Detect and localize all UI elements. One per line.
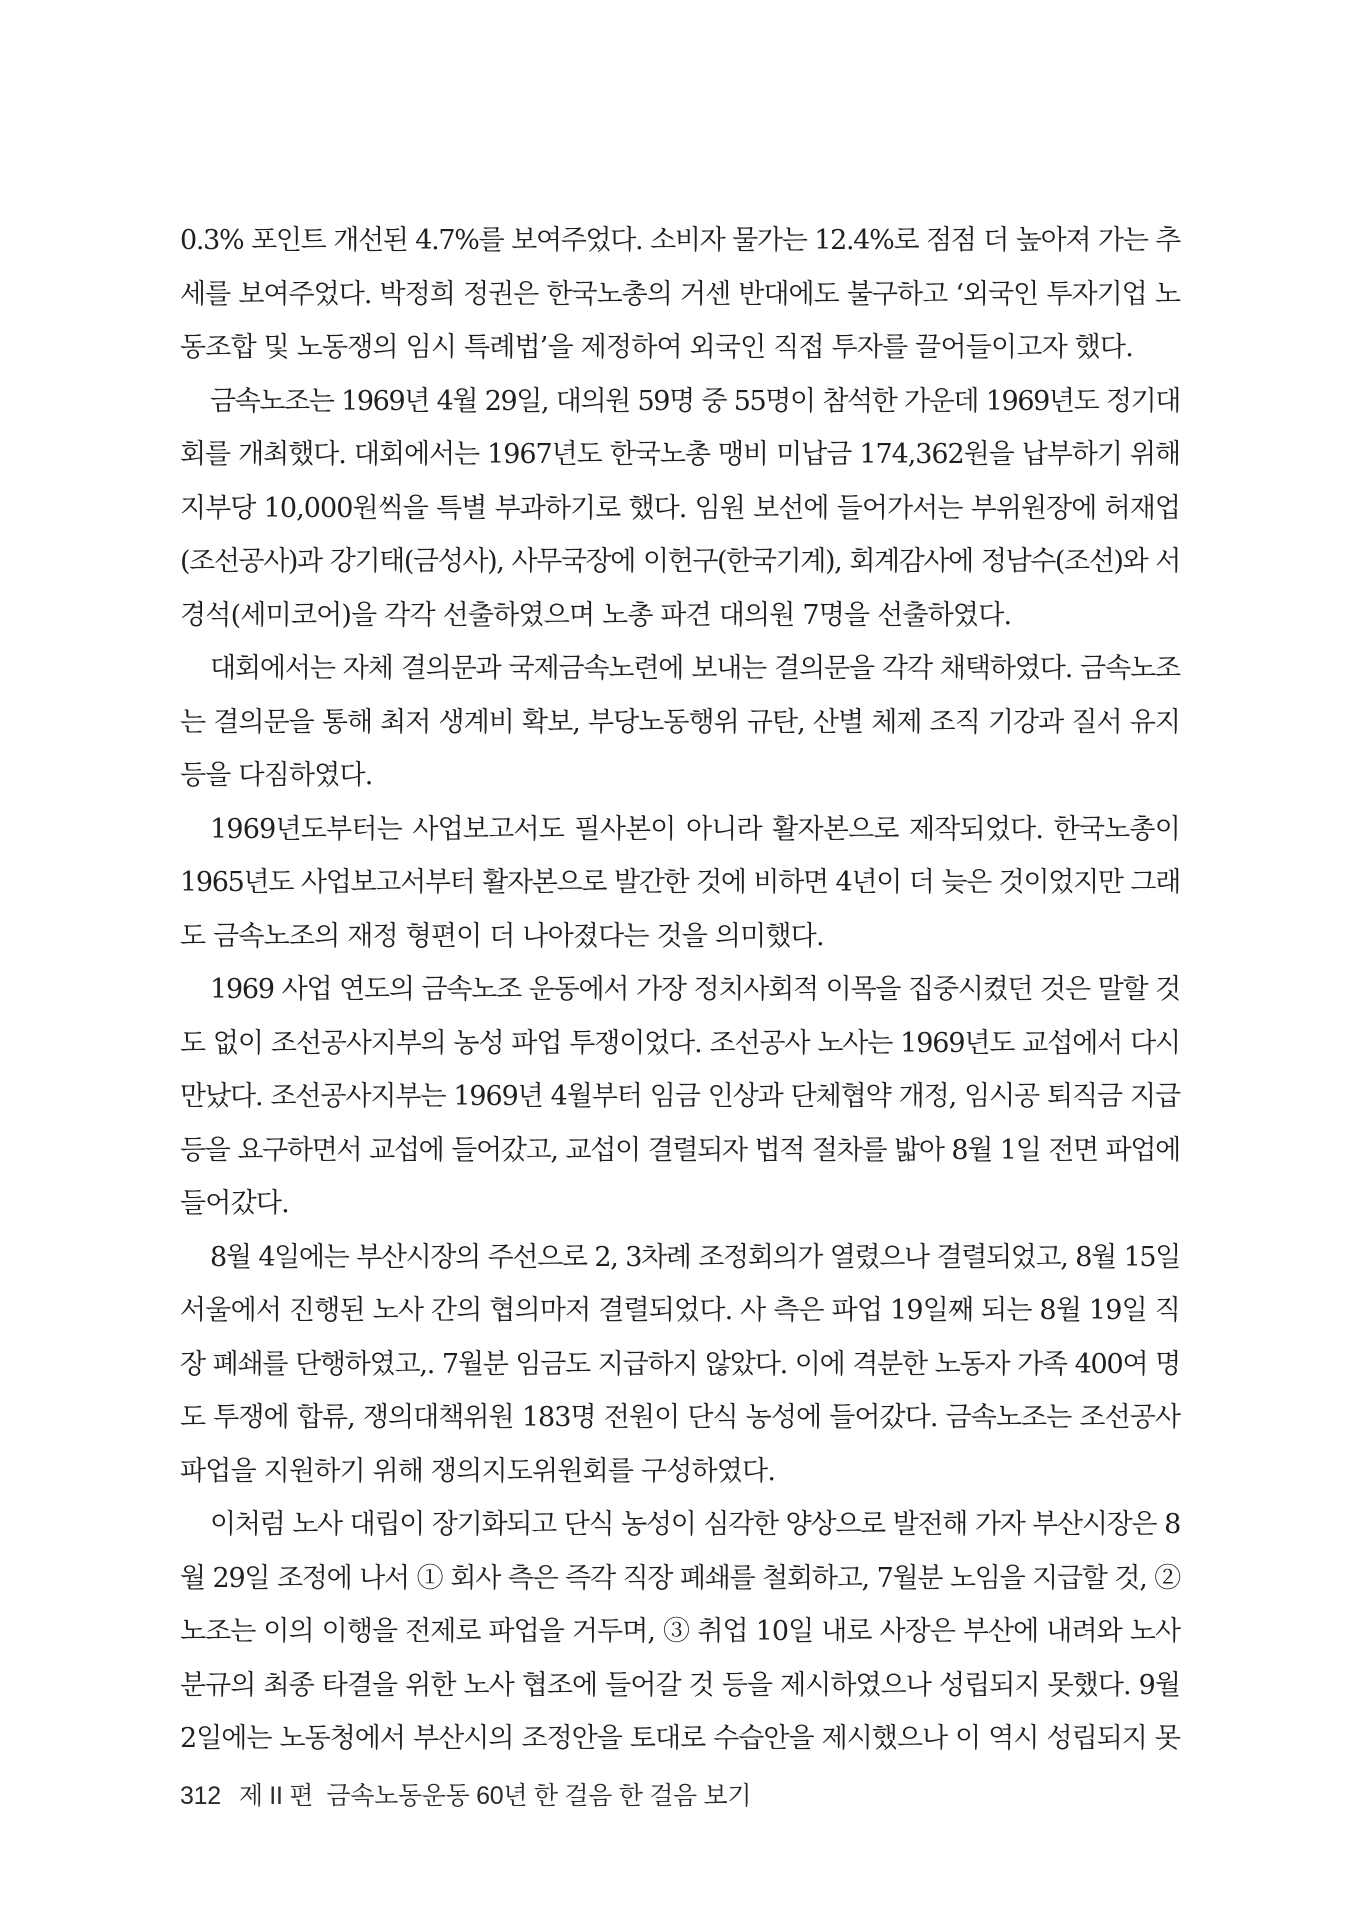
- text-line: 1969 사업 연도의 금속노조 운동에서 가장 정치사회적 이목을 집중시켰던 것은 말할 것: [210, 974, 1180, 1005]
- text-line: 도 금속노조의 재정 형편이 더 나아졌다는 것을 의미했다.: [180, 920, 824, 952]
- text-line: 만났다. 조선공사지부는 1969년 4월부터 임금 인상과 단체협약 개정, 임시공 퇴직금 지급: [180, 1081, 1180, 1112]
- text-line: 지부당 10,000원씩을 특별 부과하기로 했다. 임원 보선에 들어가서는 부위원장에 허재업: [180, 492, 1180, 524]
- body-text: [180, 214, 1180, 1766]
- text-line: 1969년도부터는 사업보고서도 필사본이 아니라 활자본으로 제작되었다. 한국노총이: [210, 813, 1180, 845]
- paragraph: [180, 214, 1180, 375]
- text-line: 0.3% 포인트 개선된 4.7%를 보여주었다. 소비자 물가는 12.4%로 점점 더 높아져 가는 추: [180, 225, 1180, 256]
- text-line: 도 투쟁에 합류, 쟁의대책위원 183명 전원이 단식 농성에 들어갔다. 금속노조는 조선공사: [180, 1402, 1180, 1433]
- text-line: 1965년도 사업보고서부터 활자본으로 발간한 것에 비하면 4년이 더 늦은 것이었지만 그래: [180, 867, 1180, 898]
- text-line: 월 29일 조정에 나서 ① 회사 측은 즉각 직장 폐쇄를 철회하고, 7월분 노임을 지급할 것, ②: [180, 1562, 1180, 1594]
- text-line: 분규의 최종 타결을 위한 노사 협조에 들어갈 것 등을 제시하였으나 성립되지 못했다. 9월: [180, 1669, 1180, 1701]
- text-line: (조선공사)과 강기태(금성사), 사무국장에 이헌구(한국기계), 회계감사에 정남수(조선)와 서: [180, 546, 1180, 577]
- part-label: 제 II 편: [238, 1782, 314, 1810]
- page-number: 312: [180, 1782, 221, 1810]
- text-line: 8월 4일에는 부산시장의 주선으로 2, 3차례 조정회의가 열렸으나 결렬되었고, 8월 15일: [210, 1241, 1180, 1273]
- book-title: 금속노동운동 60년 한 걸음 한 걸음 보기: [326, 1782, 752, 1810]
- text-line: 2일에는 노동청에서 부산시의 조정안을 토대로 수습안을 제시했으나 이 역시 성립되지 못: [180, 1723, 1180, 1754]
- text-line: 대회에서는 자체 결의문과 국제금속노련에 보내는 결의문을 각각 채택하였다. 금속노조: [210, 653, 1180, 684]
- text-line: 서울에서 진행된 노사 간의 협의마저 결렬되었다. 사 측은 파업 19일째 되는 8월 19일 직: [180, 1295, 1180, 1326]
- text-line: 이처럼 노사 대립이 장기화되고 단식 농성이 심각한 양상으로 발전해 가자 부산시장은 8: [210, 1509, 1180, 1540]
- text-line: 도 없이 조선공사지부의 농성 파업 투쟁이었다. 조선공사 노사는 1969년도 교섭에서 다시: [180, 1027, 1180, 1059]
- paragraph: [180, 375, 1180, 643]
- text-line: 동조합 및 노동쟁의 임시 특례법’을 제정하여 외국인 직접 투자를 끌어들이고자 했다.: [180, 332, 1133, 363]
- paragraph: [180, 803, 1180, 964]
- text-line: 노조는 이의 이행을 전제로 파업을 거두며, ③ 취업 10일 내로 사장은 부산에 내려와 노사: [180, 1616, 1180, 1647]
- text-line: 등을 요구하면서 교섭에 들어갔고, 교섭이 결렬되자 법적 절차를 밟아 8월 1일 전면 파업에: [180, 1134, 1180, 1166]
- paragraph: [180, 1231, 1180, 1499]
- text-line: 장 폐쇄를 단행하였고,. 7월분 임금도 지급하지 않았다. 이에 격분한 노동자 가족 400여 명: [180, 1348, 1180, 1380]
- page-footer: [180, 1776, 751, 1812]
- paragraph: [180, 1498, 1180, 1766]
- text-line: 세를 보여주었다. 박정희 정권은 한국노총의 거센 반대에도 불구하고 ‘외국인 투자기업 노: [180, 278, 1180, 310]
- text-line: 파업을 지원하기 위해 쟁의지도위원회를 구성하였다.: [180, 1455, 776, 1487]
- text-line: 등을 다짐하였다.: [180, 760, 373, 791]
- text-line: 금속노조는 1969년 4월 29일, 대의원 59명 중 55명이 참석한 가운데 1969년도 정기대: [210, 385, 1180, 417]
- text-line: 는 결의문을 통해 최저 생계비 확보, 부당노동행위 규탄, 산별 체제 조직 기강과 질서 유지: [180, 706, 1180, 738]
- text-line: 경석(세미코어)을 각각 선출하였으며 노총 파견 대의원 7명을 선출하였다.: [180, 599, 1012, 631]
- text-line: 회를 개최했다. 대회에서는 1967년도 한국노총 맹비 미납금 174,362원을 납부하기 위해: [180, 439, 1180, 470]
- text-line: 들어갔다.: [180, 1188, 289, 1219]
- paragraph: [180, 963, 1180, 1231]
- paragraph: [180, 642, 1180, 803]
